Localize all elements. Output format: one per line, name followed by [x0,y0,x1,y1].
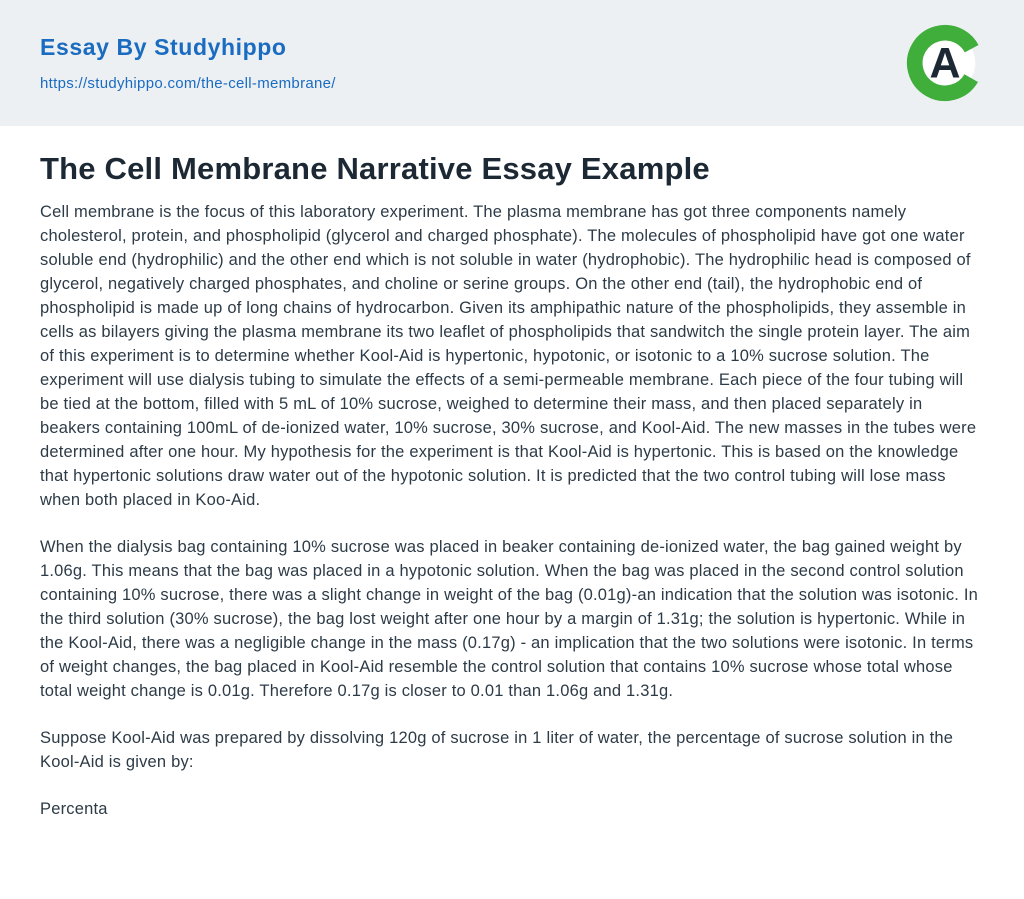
essay-content [0,126,1024,821]
logo-letter: A [929,39,961,88]
studyhippo-logo [904,22,986,104]
essay-title: The Cell Membrane Narrative Essay Example [40,151,710,186]
essay-paragraph-1: Cell membrane is the focus of this laboratory experiment. The plasma membrane has got three components namely cholesterol, protein, and phospholipid (glycerol and charged phosphate). The molecules of phospholipid have got one water soluble end (hydrophilic) and the other end which is not soluble in water (hydrophobic). The hydrophilic head is composed of glycerol, negatively charged phosphates, and choline or serine groups. On the other end (tail), the hydrophobic end of phospholipid is made up of long chains of hydrocarbon. Given its amphipathic nature of the phospholipids, they assemble in cells as bilayers giving the plasma membrane its two leaflet of phospholipids that sandwitch the single protein layer. The aim of this experiment is to determine whether Kool-Aid is hypertonic, hypotonic, or isotonic to a 10% sucrose solution. The experiment will use dialysis tubing to simulate the effects of a semi-permeable membrane. Each piece of the four tubing will be tied at the bottom, filled with 5 mL of 10% sucrose, weighed to determine their mass, and then placed separately in beakers containing 100mL of de-ionized water, 10% sucrose, 30% sucrose, and Kool-Aid. The new masses in the tubes were determined after one hour. My hypothesis for the experiment is that Kool-Aid is hypertonic. This is based on the knowledge that hypertonic solutions draw water out of the hypotonic solution. It is predicted that the two control tubing will lose mass when both placed in Koo-Aid. [40,203,977,509]
header-text [40,34,336,92]
essay-paragraph-4: Percenta [40,800,108,818]
logo-ring-icon [904,22,986,104]
site-title: Essay By Studyhippo [40,34,287,60]
site-header [0,0,1024,126]
essay-paragraph-3: Suppose Kool-Aid was prepared by dissolving 120g of sucrose in 1 liter of water, the percentage of sucrose solution in the Kool-Aid is given by: [40,729,954,771]
page-url-link[interactable]: https://studyhippo.com/the-cell-membrane/ [40,75,336,92]
essay-paragraph-2: When the dialysis bag containing 10% sucrose was placed in beaker containing de-ionized water, the bag gained weight by 1.06g. This means that the bag was placed in a hypotonic solution. When the bag was placed in the second control solution containing 10% sucrose, there was a slight change in weight of the bag (0.01g)-an indication that the solution was isotonic. In the third solution (30% sucrose), the bag lost weight after one hour by a margin of 1.31g; the solution is hypertonic. While in the Kool-Aid, there was a negligible change in the mass (0.17g) - an implication that the two solutions were isotonic. In terms of weight changes, the bag placed in Kool-Aid resemble the control solution that contains 10% sucrose whose total whose total weight change is 0.01g. Therefore 0.17g is closer to 0.01 than 1.06g and 1.31g. [40,538,979,700]
